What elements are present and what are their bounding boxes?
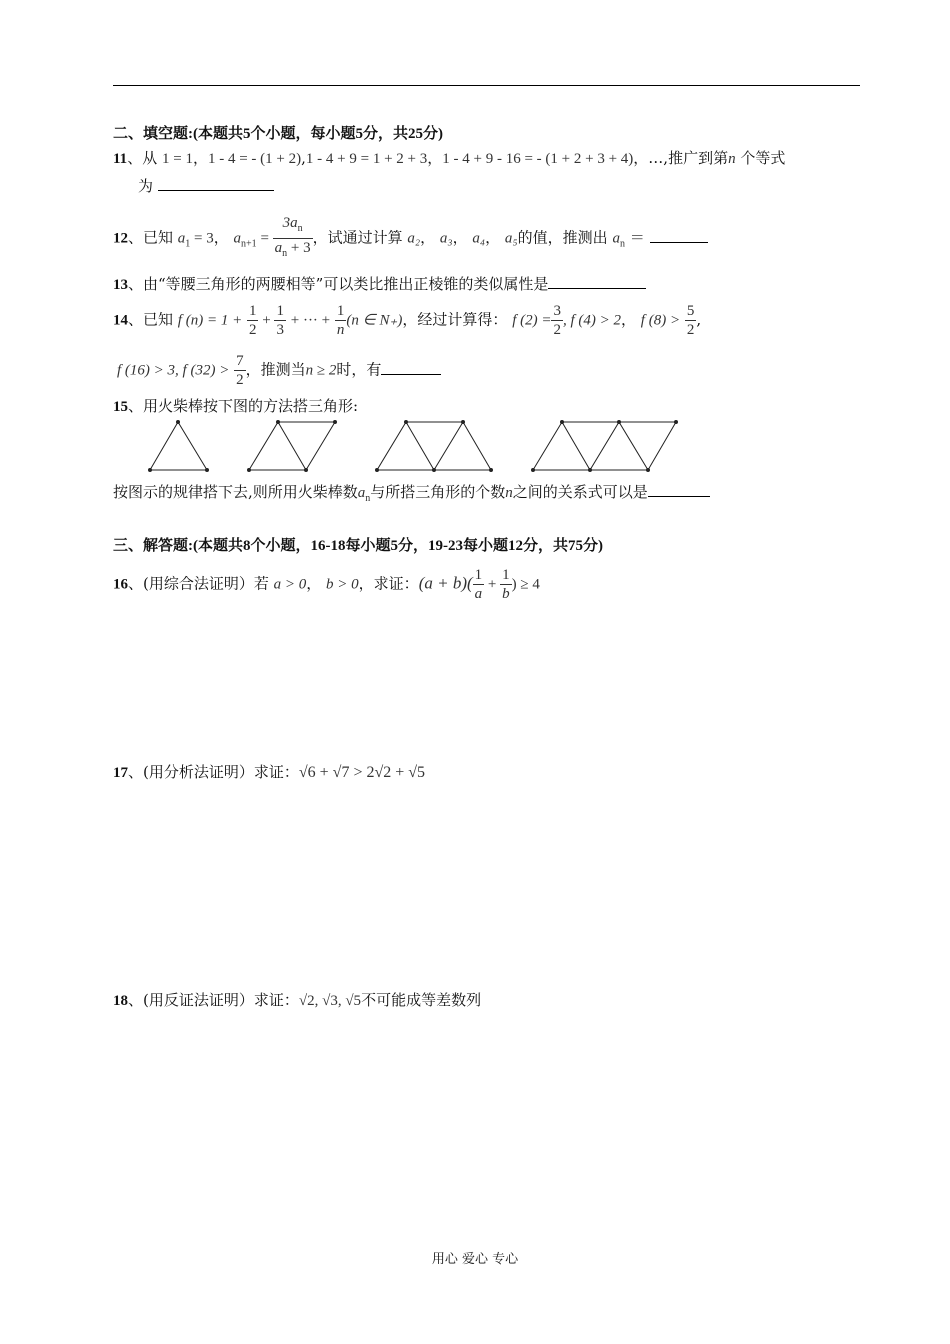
- q12-an: a: [612, 230, 620, 247]
- q14-f2frac-num: 3: [553, 303, 561, 319]
- q15-followup-a: 按图示的规律搭下去,则所用火柴棒数: [113, 483, 358, 501]
- question-11: 11、从 1 = 1，1 - 4 = - (1 + 2),1 - 4 + 9 = 1 + 2 + 3，1 - 4 + 9 - 16 = - (1 + 2 + 3 + 4)，…,推广到第n 个等式: [113, 149, 786, 167]
- question-14-line2: [117, 352, 441, 396]
- q14-f8: f (8) >: [640, 312, 681, 329]
- q15-an: a: [357, 485, 366, 501]
- q14-dots: + ··· +: [290, 312, 331, 329]
- q14-domain: (n ∈ N₊): [346, 312, 403, 329]
- q14-frac2-den: 3: [276, 322, 284, 338]
- q16-expr-b: ) ≥ 4: [511, 576, 540, 593]
- q12-recur-lhs-sub: n+1: [241, 238, 257, 250]
- matchstick-vertices: [148, 420, 678, 472]
- q11-eq1: 1 = 1: [161, 151, 193, 167]
- q16-frac1-den: a: [474, 586, 483, 602]
- q14-cond: n ≥ 2: [305, 362, 337, 379]
- q14-f2: f (2) =: [512, 312, 552, 329]
- q18-number: 18: [113, 993, 128, 1009]
- question-14: 14、已知 f (n) = 1 + $\frac{1}{2}$ + $\frac{1}{3}$ + ··· + $\frac{1}{n}$ (n ∈ N₊)，经过计算得： f (2) = $\frac{3}{2}$ , f (4) > 2， f (8) > $\frac{5}{2}$ ,: [113, 303, 702, 338]
- q11-pre: 、从: [127, 149, 158, 167]
- q12-post: 的值，推测出: [517, 228, 608, 247]
- q14-f8frac-den: 2: [686, 322, 695, 338]
- q14-frac1-num: 1: [248, 303, 257, 319]
- q15-followup-c: 之间的关系式可以是: [512, 483, 648, 501]
- q12-recur-den: a: [274, 240, 283, 256]
- section-2-title: 二、填空题:(本题共5个小题，每小题5分，共25分): [113, 126, 443, 142]
- q14-line2b: ，推测当: [245, 360, 306, 379]
- question-12: 12、已知 $a_1 = 3$， $a_{n+1}$ = $\frac{3a_n}{a_n + 3}$ ，试通过计算 a₂， a₃， a₄， a₅的值，推测出 $a_n$ ＝: [113, 214, 708, 258]
- q13-number: 13: [113, 277, 128, 293]
- q14-f8-frac: [685, 302, 697, 339]
- q11-n: n: [728, 151, 736, 167]
- q16-frac1-num: 1: [474, 567, 483, 583]
- q14-f32frac-num: 7: [236, 353, 244, 369]
- q11-number: 11: [113, 151, 128, 167]
- q14-f32-frac: [234, 352, 246, 389]
- q15-answer-blank[interactable]: [648, 482, 710, 497]
- q11-eq3: 1 - 4 + 9 = 1 + 2 + 3: [305, 151, 428, 167]
- triangle-figure-1: [150, 422, 207, 470]
- section-3-title: 三、解答题:(本题共8个小题，16-18每小题5分，19-23每小题12分，共75分): [113, 538, 603, 554]
- q14-frac-n: [335, 302, 347, 339]
- question-16: 16、(用综合法证明）若 a > 0， b > 0，求证：(a + b)( $\frac{1}{a}$ + $\frac{1}{b}$ ) ≥ 4: [113, 567, 540, 602]
- q14-f32frac-den: 2: [236, 372, 244, 388]
- q11-post2: 个等式: [735, 149, 786, 167]
- q14-line2a: f (16) > 3, f (32) >: [117, 362, 230, 379]
- page-footer: 用心 爱心 专心: [431, 1252, 519, 1267]
- q14-frac2-num: 1: [276, 303, 284, 319]
- q14-mid: ，经过计算得：: [402, 310, 508, 329]
- q12-mid: ，试通过计算: [312, 228, 403, 247]
- q16-frac2-num: 1: [502, 567, 510, 583]
- q12-term-a2: a₂: [407, 230, 421, 247]
- q11-eq2: 1 - 4 = - (1 + 2): [207, 151, 302, 167]
- q11-post: ，…,推广到第: [633, 149, 729, 167]
- q16-cond-b: b > 0: [326, 576, 359, 593]
- question-15-followup: [113, 482, 710, 509]
- q17-number: 17: [113, 765, 128, 781]
- q14-f2-frac: [551, 302, 563, 339]
- q12-a1: a: [177, 230, 186, 247]
- q12-recur-den-sub: n: [282, 248, 288, 259]
- q14-frac-third: [274, 302, 286, 339]
- q14-pre: 、已知: [128, 310, 174, 329]
- q14-f8frac-num: 5: [686, 303, 695, 319]
- q16-number: 16: [113, 576, 128, 593]
- q14-f4: , f (4) > 2: [562, 312, 622, 329]
- q12-recur-lhs: a: [233, 230, 242, 247]
- header-rule: [113, 85, 860, 86]
- q14-answer-blank[interactable]: [381, 360, 441, 375]
- q17-text: 、(用分析法证明）求证：: [128, 763, 299, 781]
- q14-frac1-den: 2: [248, 322, 257, 338]
- q13-answer-blank[interactable]: [548, 274, 646, 289]
- q14-frac3-den: n: [336, 322, 345, 338]
- q12-a1-val: = 3: [190, 230, 214, 247]
- q18-tail: 不可能成等差数列: [361, 991, 482, 1009]
- q16-text: 、(用综合法证明）若: [128, 574, 269, 593]
- question-13: [113, 274, 646, 295]
- q15-number: 15: [113, 399, 128, 415]
- q16-expr-a: (a + b)(: [418, 573, 473, 593]
- q13-text: 、由“等腰三角形的两腰相等”可以类比推出正棱锥的类似属性是: [128, 275, 549, 293]
- q16-prove: ，求证：: [358, 574, 419, 593]
- q12-a1-sub: 1: [185, 238, 191, 250]
- q14-f2frac-den: 2: [553, 322, 561, 338]
- q12-number: 12: [113, 230, 128, 247]
- q12-recur-den-tail: + 3: [287, 240, 311, 256]
- q11-line2-text: 为: [138, 177, 154, 195]
- q18-expr: √2, √3, √5: [298, 993, 362, 1009]
- q11-answer-blank[interactable]: [158, 176, 274, 191]
- q12-an-sub: n: [619, 238, 625, 250]
- q15-n: n: [505, 485, 513, 501]
- triangle-figure-3: [377, 422, 491, 470]
- question-17: [113, 762, 425, 783]
- question-11-line2: [138, 176, 274, 196]
- q14-fdef: f (n) = 1 +: [177, 312, 243, 329]
- q16-frac-a: [473, 566, 485, 603]
- q14-frac3-num: 1: [336, 303, 345, 319]
- triangle-figure-2: [249, 422, 335, 470]
- q15-text: 、用火柴棒按下图的方法搭三角形:: [128, 397, 359, 415]
- q16-frac-b: [500, 566, 512, 603]
- q15-an-sub: n: [365, 493, 371, 504]
- q14-line2c: 时，有: [336, 360, 382, 379]
- q12-answer-blank[interactable]: [650, 228, 708, 243]
- q12-eq: ＝: [624, 228, 645, 247]
- q15-followup-b: 与所搭三角形的个数: [370, 483, 506, 501]
- matchstick-triangles-figure: [0, 410, 950, 480]
- q12-term-a3: a₃: [439, 230, 453, 247]
- q17-expr: √6 + √7 > 2√2 + √5: [298, 764, 426, 781]
- q12-term-a5: a₅: [504, 230, 518, 247]
- triangle-figure-4: [533, 422, 676, 470]
- q12-pre: 、已知: [128, 228, 174, 247]
- q12-recur-frac: [273, 214, 313, 263]
- q16-cond-a: a > 0: [273, 576, 307, 593]
- q12-recur-num-sub: n: [297, 223, 303, 234]
- q12-term-a4: a₄: [472, 230, 486, 247]
- q14-number: 14: [113, 312, 128, 329]
- q14-frac-half: [247, 302, 259, 339]
- q12-recur-num: 3a: [282, 215, 298, 231]
- q18-text: 、(用反证法证明）求证：: [128, 991, 299, 1009]
- q16-frac2-den: b: [502, 586, 510, 602]
- question-18: [113, 990, 481, 1011]
- q11-eq4: 1 - 4 + 9 - 16 = - (1 + 2 + 3 + 4): [442, 151, 634, 167]
